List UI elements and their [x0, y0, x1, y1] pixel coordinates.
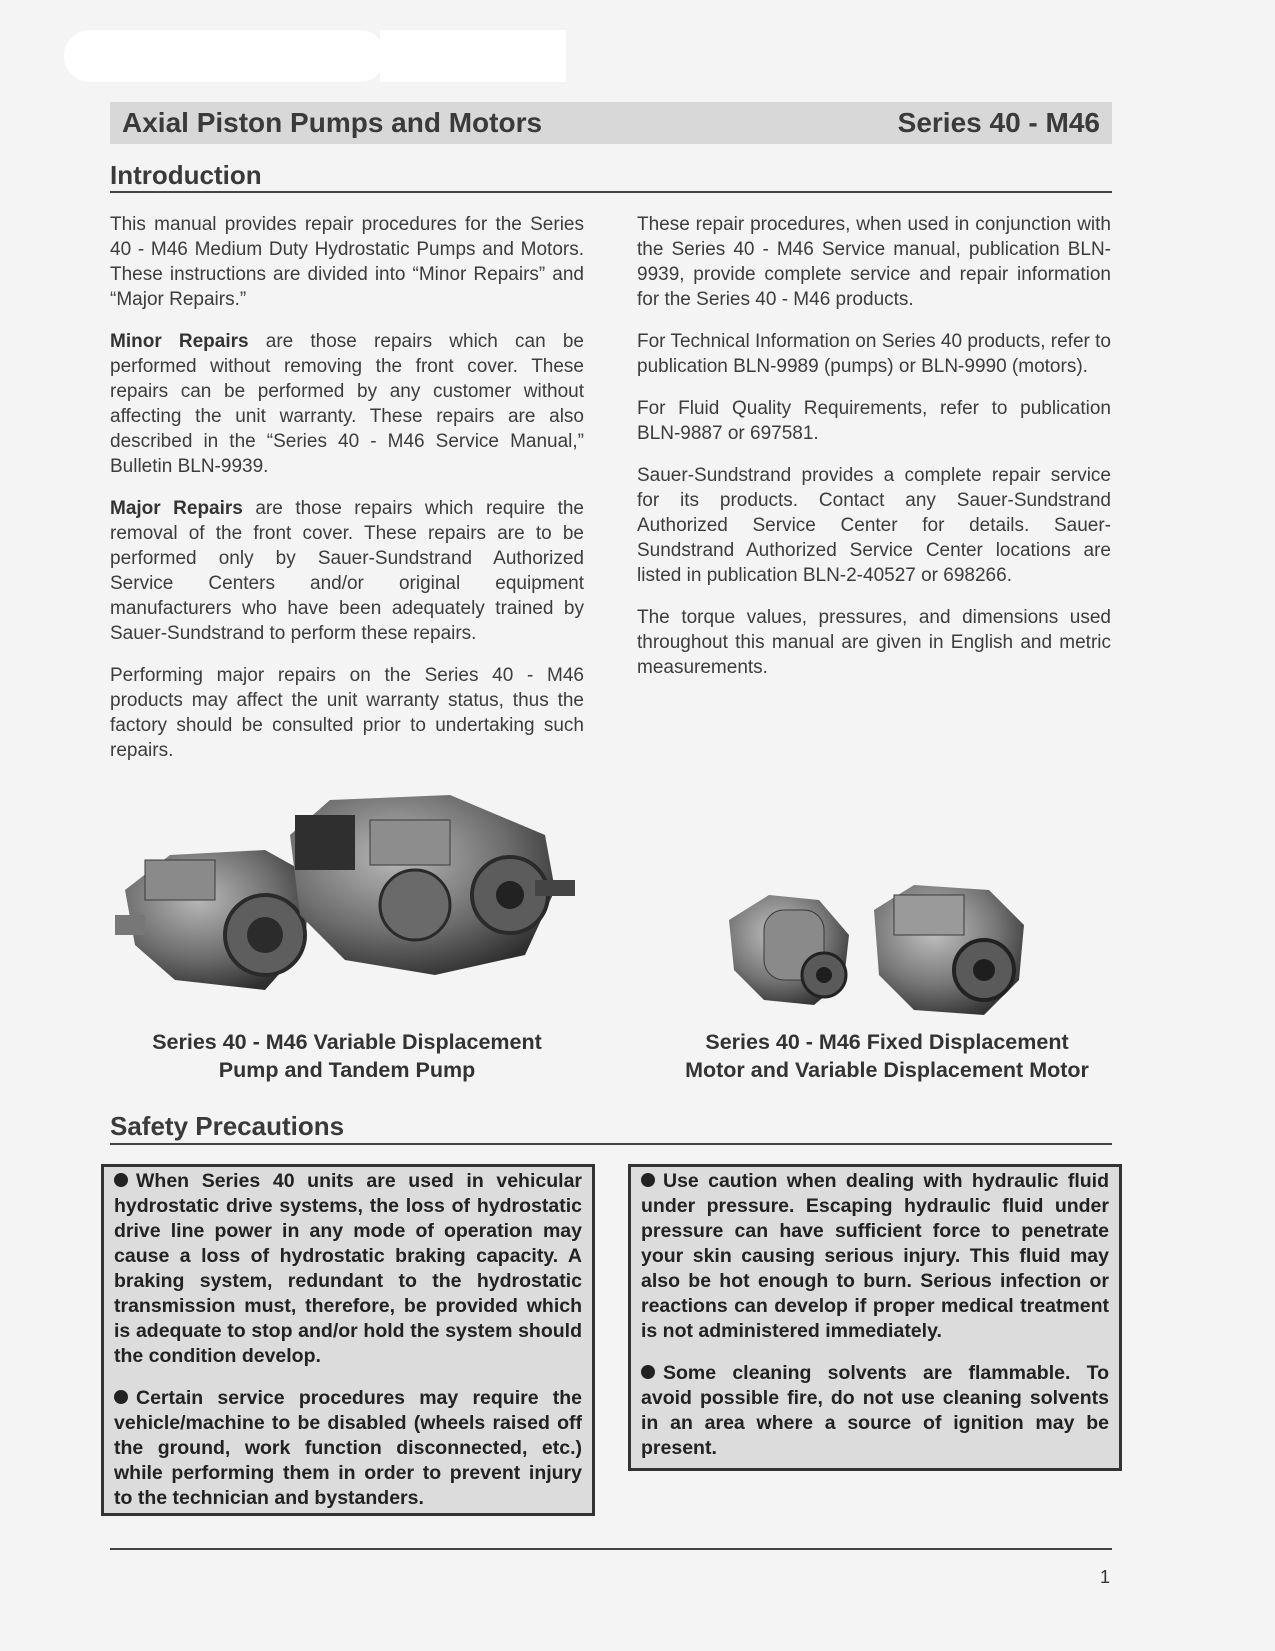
solvents-warning [641, 1361, 1109, 1461]
footer-rule [110, 1548, 1112, 1550]
introduction-rule [110, 191, 1112, 193]
hydraulic-fluid-warning [641, 1169, 1109, 1344]
pump-caption-line-2: Pump and Tandem Pump [218, 1058, 476, 1082]
bullet-icon [641, 1173, 655, 1187]
header-band [110, 102, 1112, 144]
header-series: Series 40 - M46 [897, 107, 1100, 138]
safety-box-right [628, 1164, 1122, 1471]
fixed-motor-image [729, 895, 849, 1005]
major-repairs-text: are those repairs which require the removal of the front cover. These repairs are to be performed only by Sauer-Sundstrand Authorized Service Centers and/or original equipment manufacturers who have been adequately trained by Sauer-Sundstrand to perform these repairs. [110, 498, 584, 644]
tandem-pump-image [290, 795, 575, 975]
hydraulic-fluid-warning-text: Use caution when dealing with hydraulic fluid under pressure. Escaping hydraulic fluid under pressure can have sufficient force to penetrate your skin causing serious injury. This fluid may also be hot enough to burn. Serious infection or reactions can develop if proper medical treatment is not administered immediately. [641, 1170, 1109, 1342]
technical-info-paragraph: For Technical Information on Series 40 products, refer to publication BLN-9989 (pumps) or BLN-9990 (motors). [637, 331, 1111, 377]
braking-warning-text: When Series 40 units are used in vehicular hydrostatic drive systems, the loss of hydrostatic drive line power in any mode of operation may cause a loss of hydrostatic braking capacity. A braking system, redundant to the hydrostatic transmission must, therefore, be provided which is adequate to stop and/or hold the system should the condition develop. [114, 1170, 582, 1367]
pump-photo [115, 795, 585, 995]
safety-heading: Safety Precautions [110, 1111, 345, 1141]
disable-vehicle-warning [114, 1386, 582, 1511]
motor-photo [724, 880, 1034, 1020]
service-manual-paragraph: These repair procedures, when used in conjunction with the Series 40 - M46 Service manual, publication BLN-9939, provide complete service and repair information for the Series 40 - M46 products. [637, 214, 1111, 310]
pump-caption [110, 1028, 584, 1084]
minor-repairs-text: are those repairs which can be performed without removing the front cover. These repairs can be performed by any customer without affecting the unit warranty. These repairs are also described in the “Series 40 - M46 Service Manual,” Bulletin BLN-9939. [110, 331, 584, 477]
page-number: 1 [1099, 1567, 1110, 1587]
warranty-paragraph: Performing major repairs on the Series 40 - M46 products may affect the unit warranty status, thus the factory should be consulted prior to undertaking such repairs. [110, 665, 584, 761]
fluid-quality-paragraph: For Fluid Quality Requirements, refer to publication BLN-9887 or 697581. [637, 398, 1111, 444]
introduction-heading: Introduction [110, 160, 262, 190]
motor-caption-line-2: Motor and Variable Displacement Motor [685, 1058, 1089, 1082]
minor-repairs-paragraph [110, 329, 584, 479]
pump-caption-line-1: Series 40 - M46 Variable Displacement [152, 1030, 542, 1054]
motor-caption [637, 1028, 1137, 1084]
solvents-warning-text: Some cleaning solvents are flammable. To avoid possible fire, do not use cleaning solvents in an area where a source of ignition may be present. [641, 1362, 1109, 1459]
safety-box-left [101, 1164, 595, 1516]
bullet-icon [114, 1173, 128, 1187]
safety-rule [110, 1143, 1112, 1145]
variable-motor-image [874, 885, 1024, 1015]
motor-caption-line-1: Series 40 - M46 Fixed Displacement [705, 1030, 1069, 1054]
intro-left-column [110, 212, 584, 780]
measurements-paragraph: The torque values, pressures, and dimensions used throughout this manual are given in English and metric measurements. [637, 607, 1111, 678]
header-title: Axial Piston Pumps and Motors [122, 107, 543, 138]
disable-vehicle-warning-text: Certain service procedures may require the vehicle/machine to be disabled (wheels raised off the ground, work function disconnected, etc.) while performing them in order to prevent injury to the technician and bystanders. [114, 1387, 582, 1509]
braking-warning [114, 1169, 582, 1369]
major-repairs-label: Major Repairs [110, 498, 243, 519]
intro-right-column [637, 212, 1111, 697]
intro-paragraph: This manual provides repair procedures for the Series 40 - M46 Medium Duty Hydrostatic Pumps and Motors. These instructions are divided into “Minor Repairs” and “Major Repairs.” [110, 214, 584, 310]
repair-service-paragraph: Sauer-Sundstrand provides a complete repair service for its products. Contact any Sauer-Sundstrand Authorized Service Center for details. Sauer-Sundstrand Authorized Service Center locations are listed in publication BLN-2-40527 or 698266. [637, 465, 1111, 586]
variable-pump-image [115, 850, 310, 990]
redacted-area-2 [380, 30, 566, 82]
minor-repairs-label: Minor Repairs [110, 331, 249, 352]
major-repairs-paragraph [110, 496, 584, 646]
bullet-icon [641, 1365, 655, 1379]
redacted-area [64, 30, 386, 82]
bullet-icon [114, 1390, 128, 1404]
